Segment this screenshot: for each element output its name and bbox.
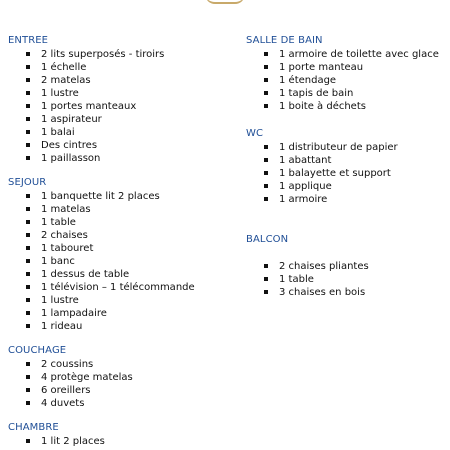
list-item: 2 chaises (8, 229, 233, 242)
list-item: 1 balayette et support (246, 167, 446, 180)
bullet-icon (26, 207, 30, 211)
bullet-icon (264, 290, 268, 294)
list-item: 4 protège matelas (8, 371, 233, 384)
bullet-icon (26, 375, 30, 379)
bullet-icon (26, 117, 30, 121)
bullet-icon (26, 439, 30, 443)
bullet-icon (26, 130, 30, 134)
list-item: 1 lit 2 places (8, 435, 233, 448)
item-list (8, 435, 233, 448)
bullet-icon (26, 401, 30, 405)
bullet-icon (26, 285, 30, 289)
list-item: 1 tabouret (8, 242, 233, 255)
list-item: 4 duvets (8, 397, 233, 410)
list-item: 1 rideau (8, 320, 233, 333)
list-item: 1 étendage (246, 74, 446, 87)
bullet-icon (264, 91, 268, 95)
list-item: 1 armoire (246, 193, 446, 206)
section-heading: SEJOUR (8, 177, 47, 188)
list-item: 1 boite à déchets (246, 100, 446, 113)
list-item: 2 lits superposés - tiroirs (8, 48, 233, 61)
bullet-icon (26, 65, 30, 69)
bullet-icon (26, 104, 30, 108)
list-item: 1 matelas (8, 203, 233, 216)
bullet-icon (26, 298, 30, 302)
list-item: 1 aspirateur (8, 113, 233, 126)
list-item: Des cintres (8, 139, 233, 152)
list-item: 1 applique (246, 180, 446, 193)
bullet-icon (26, 91, 30, 95)
bullet-icon (264, 65, 268, 69)
bullet-icon (26, 388, 30, 392)
list-item: 1 tapis de bain (246, 87, 446, 100)
section-salle-de-bain (246, 34, 446, 113)
list-item: 1 dessus de table (8, 268, 233, 281)
list-item: 1 échelle (8, 61, 233, 74)
section-heading: ENTREE (8, 35, 49, 46)
section-chambre (8, 421, 233, 448)
section-couchage (8, 344, 233, 410)
bullet-icon (26, 324, 30, 328)
section-heading: COUCHAGE (8, 345, 67, 356)
bullet-icon (264, 184, 268, 188)
bullet-icon (26, 156, 30, 160)
list-item: 1 télévision – 1 télécommande (8, 281, 233, 294)
item-list (8, 48, 233, 165)
list-item: 1 porte manteau (246, 61, 446, 74)
item-list (8, 190, 233, 333)
bullet-icon (26, 272, 30, 276)
bullet-icon (26, 259, 30, 263)
bullet-icon (264, 171, 268, 175)
left-column (8, 34, 233, 448)
list-item: 1 table (246, 273, 446, 286)
list-item: 6 oreillers (8, 384, 233, 397)
list-item: 1 banquette lit 2 places (8, 190, 233, 203)
list-item: 3 chaises en bois (246, 286, 446, 299)
bullet-icon (26, 246, 30, 250)
item-list (8, 358, 233, 410)
bullet-icon (26, 233, 30, 237)
section-sejour (8, 176, 233, 333)
list-item: 1 lustre (8, 294, 233, 307)
list-item: 1 distributeur de papier (246, 141, 446, 154)
list-item: 2 coussins (8, 358, 233, 371)
list-item: 1 banc (8, 255, 233, 268)
bullet-icon (264, 145, 268, 149)
item-list (246, 141, 446, 206)
bullet-icon (264, 104, 268, 108)
bullet-icon (26, 143, 30, 147)
list-item: 2 matelas (8, 74, 233, 87)
list-item: 2 chaises pliantes (246, 260, 446, 273)
list-item: 1 table (8, 216, 233, 229)
header-decoration (205, 0, 245, 4)
section-heading: SALLE DE BAIN (246, 35, 323, 46)
list-item: 1 lampadaire (8, 307, 233, 320)
list-item: 1 armoire de toilette avec glace (246, 48, 446, 61)
bullet-icon (26, 78, 30, 82)
bullet-icon (264, 197, 268, 201)
item-list (246, 260, 446, 299)
item-list (246, 48, 446, 113)
bullet-icon (26, 220, 30, 224)
right-column (246, 34, 446, 299)
bullet-icon (26, 194, 30, 198)
list-item: 1 abattant (246, 154, 446, 167)
bullet-icon (26, 311, 30, 315)
bullet-icon (264, 277, 268, 281)
section-heading: CHAMBRE (8, 422, 59, 433)
section-entree (8, 34, 233, 165)
list-item: 1 lustre (8, 87, 233, 100)
bullet-icon (26, 52, 30, 56)
section-balcon (246, 233, 446, 299)
section-heading: BALCON (246, 234, 289, 245)
section-heading: WC (246, 128, 264, 139)
bullet-icon (26, 362, 30, 366)
list-item: 1 paillasson (8, 152, 233, 165)
section-wc (246, 127, 446, 206)
bullet-icon (264, 264, 268, 268)
bullet-icon (264, 78, 268, 82)
bullet-icon (264, 52, 268, 56)
list-item: 1 balai (8, 126, 233, 139)
bullet-icon (264, 158, 268, 162)
list-item: 1 portes manteaux (8, 100, 233, 113)
